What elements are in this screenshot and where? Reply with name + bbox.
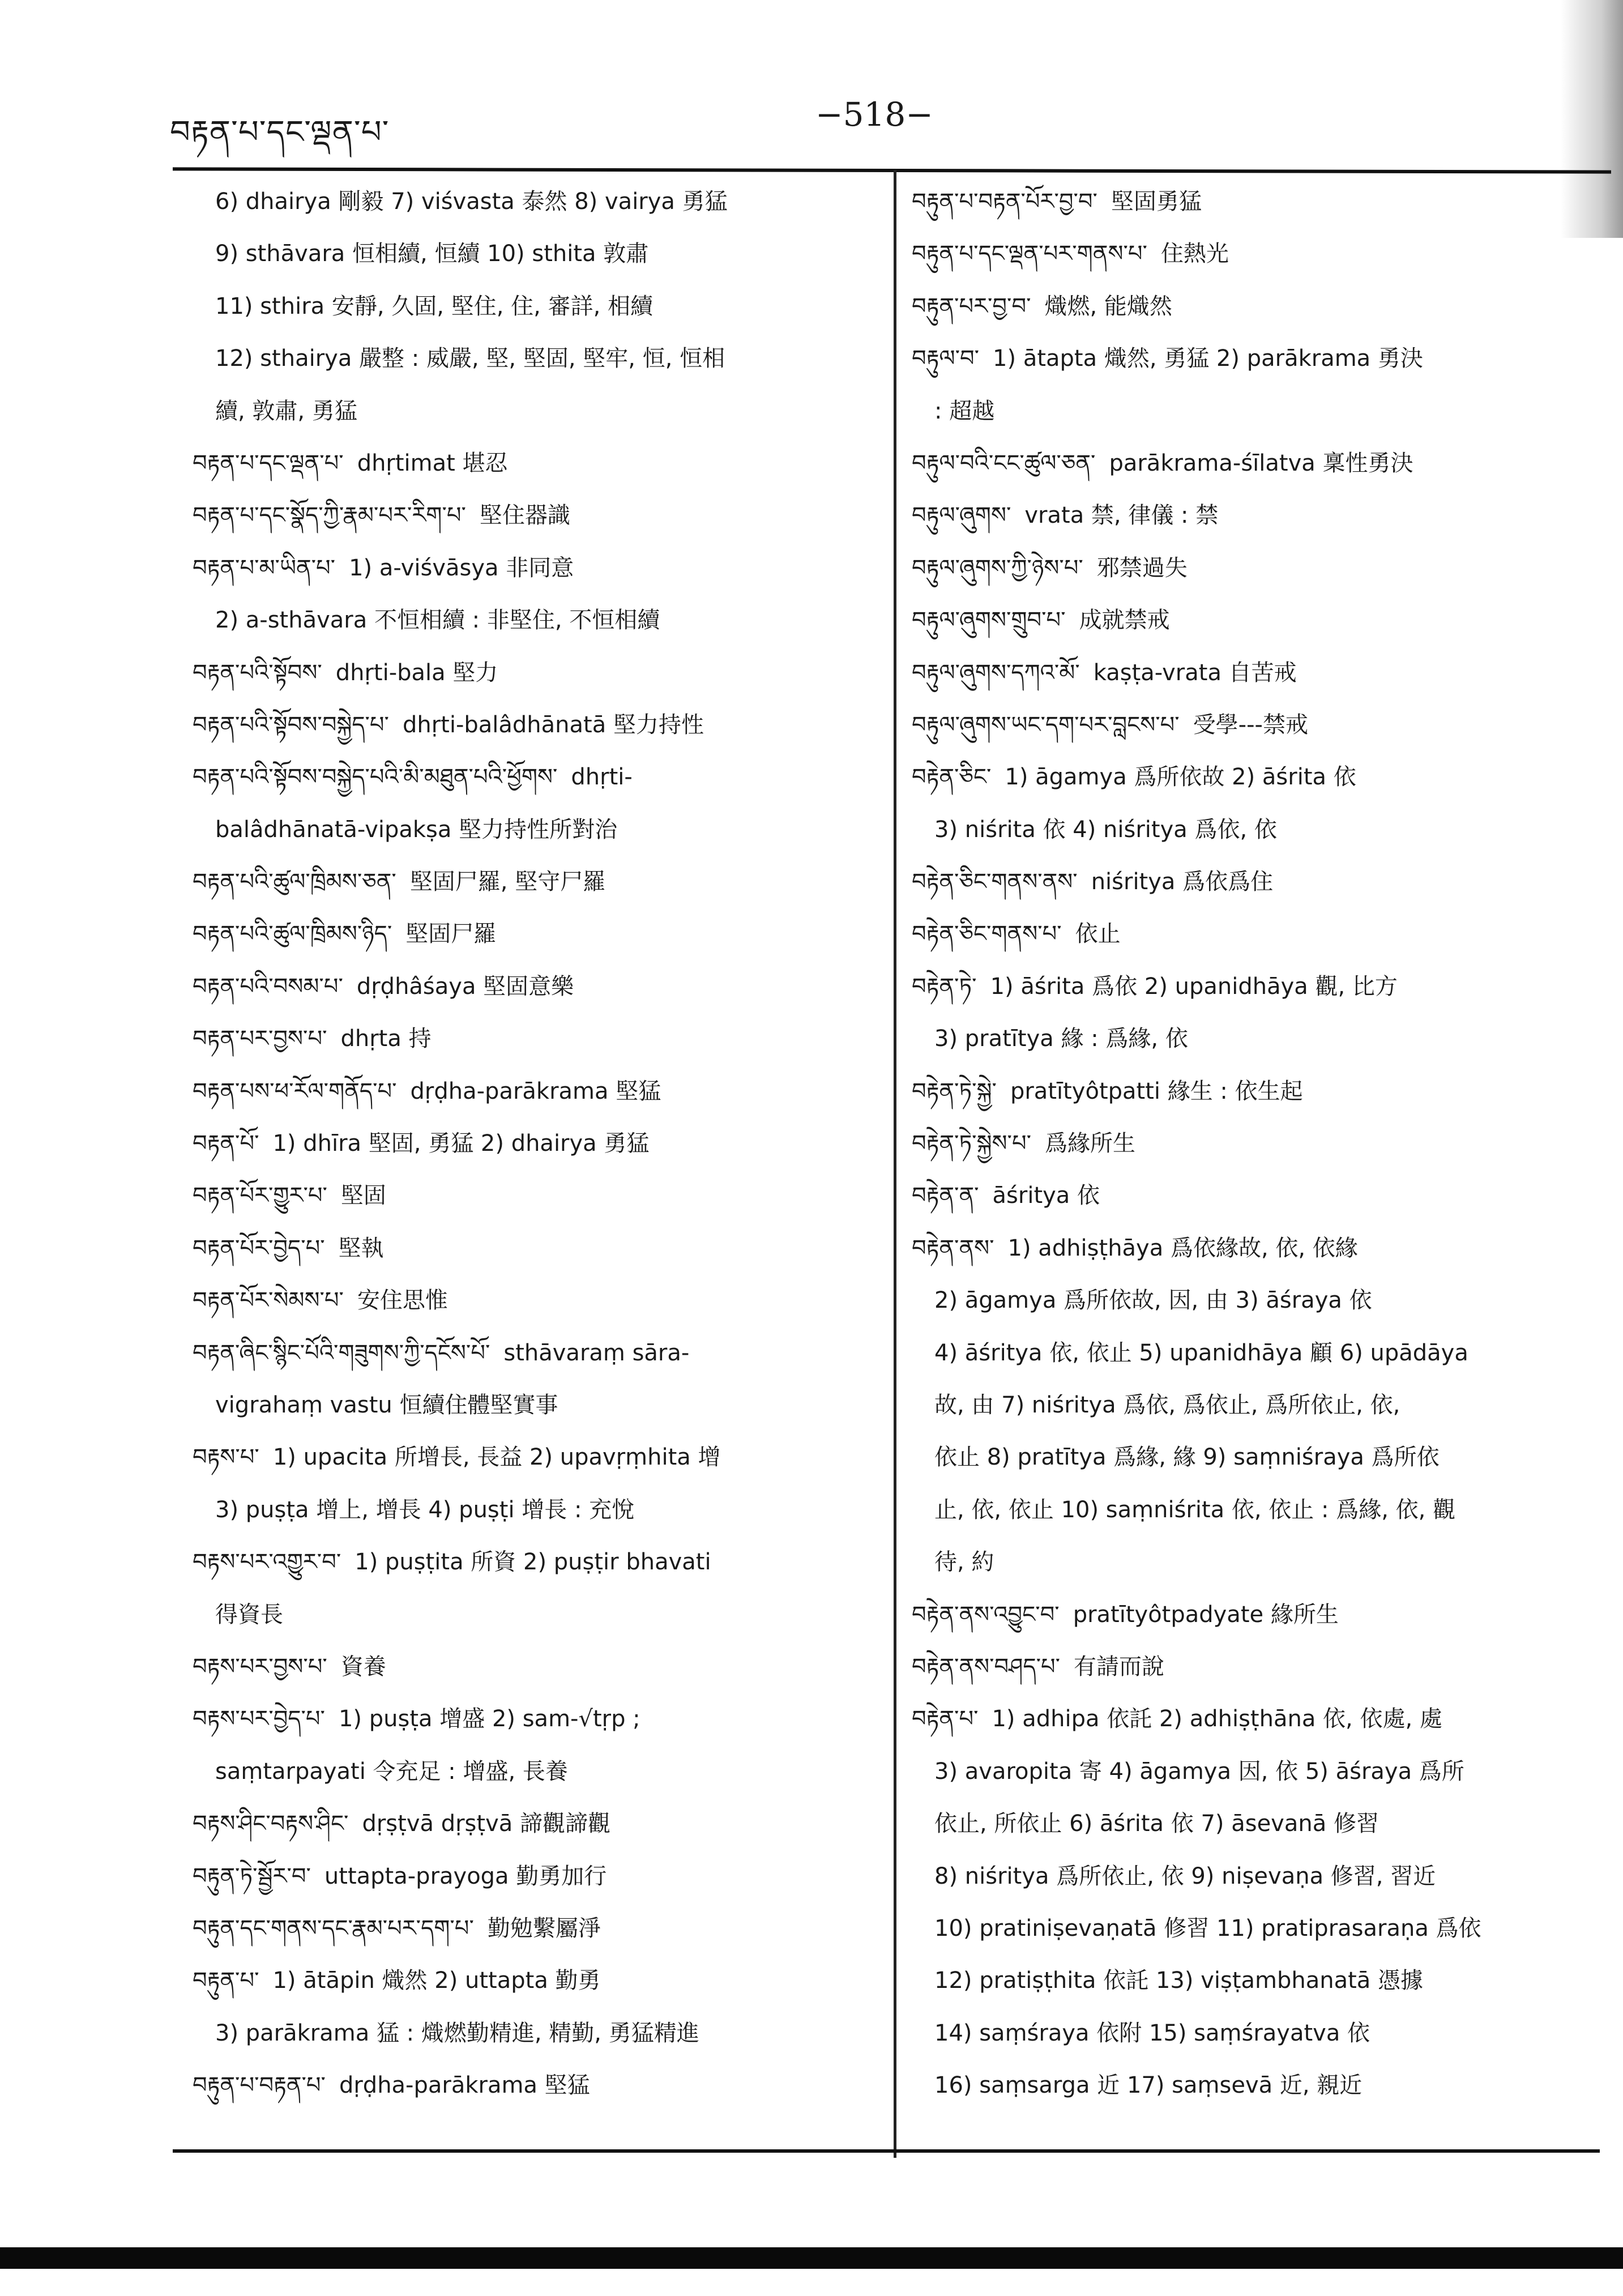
dictionary-entry [912, 961, 1605, 1013]
entry-continuation-line [912, 1484, 1605, 1536]
tibetan-headword: བརྟེན་ནས་ [912, 1235, 994, 1261]
entry-gloss: 依止, 所依止 6) āśrita 依 7) āsevanā 修習 [934, 1811, 1379, 1837]
entry-gloss: 1) ātāpin 熾然 2) uttapta 勤勇 [272, 1968, 601, 1994]
tibetan-headword: བརྟན་ཞིང་སྙིང་པོའི་གཟུགས་ཀྱི་དངོས་པོ་ [193, 1339, 490, 1366]
entry-continuation-line [912, 1746, 1605, 1798]
entry-continuation-line [193, 332, 881, 385]
entry-continuation-line [193, 1589, 881, 1641]
tibetan-headword: བརྟུན་དང་གནས་དང་རྣམ་པར་དག་པ་ [193, 1915, 474, 1941]
entry-continuation-line [912, 2007, 1605, 2059]
entry-gloss: 3) parākrama 猛 : 熾燃勤精進, 精勤, 勇猛精進 [215, 2020, 699, 2046]
entry-gloss: 1) adhiṣṭhāya 爲依緣故, 依, 依緣 [1007, 1235, 1358, 1261]
entry-gloss: dhṛti-balâdhānatā 堅力持性 [402, 711, 704, 738]
dictionary-entry [912, 751, 1605, 803]
tibetan-headword: བརྟན་པར་བྱས་པ་ [193, 1026, 327, 1052]
entry-gloss: 10) pratiniṣevaṇatā 修習 11) pratiprasaraṇa 爲依 [934, 1915, 1481, 1941]
entry-gloss: 得資長 [215, 1601, 283, 1628]
entry-gloss: 1) upacita 所增長, 長益 2) upavṛṃhita 增 [272, 1444, 721, 1471]
entry-gloss: dhṛti- [571, 764, 633, 791]
tibetan-headword: བརྟུལ་བའི་ངང་ཚུལ་ཅན་ [912, 450, 1096, 476]
entry-continuation-line [912, 804, 1605, 856]
entry-gloss: uttapta-prayoga 勤勇加行 [324, 1863, 607, 1889]
tibetan-headword: བརྟས་པར་འགྱུར་བ་ [193, 1549, 341, 1576]
tibetan-headword: བརྟན་པའི་སྟོབས་བསྐྱེད་པའི་མི་མཐུན་པའི་ཕྱོགས་ [193, 764, 558, 791]
entry-gloss: dṛḍhâśaya 堅固意樂 [356, 973, 574, 1000]
entry-gloss: 有請而說 [1074, 1653, 1165, 1680]
entry-gloss: kaṣṭa-vrata 自苦戒 [1093, 659, 1297, 686]
entry-gloss: 1) puṣṭa 增盛 2) sam-√tṛp ; [338, 1706, 640, 1732]
dictionary-entry [193, 699, 881, 751]
entry-continuation-line [193, 176, 881, 228]
dictionary-entry [193, 1274, 881, 1326]
left-column [193, 176, 881, 2111]
dictionary-entry [193, 542, 881, 594]
entry-gloss: pratītyôtpatti 緣生 : 依生起 [1010, 1078, 1303, 1104]
dictionary-entry [912, 1693, 1605, 1745]
dictionary-entry [912, 1170, 1605, 1222]
entry-continuation-line [193, 228, 881, 280]
entry-gloss: 3) niśrita 依 4) niśritya 爲依, 依 [934, 816, 1277, 843]
entry-gloss: 續, 敦肅, 勇猛 [215, 398, 357, 424]
right-column [912, 176, 1605, 2111]
entry-gloss: 3) pratītya 緣 : 爲緣, 依 [934, 1026, 1188, 1052]
entry-gloss: 資養 [340, 1653, 386, 1680]
dictionary-entry [193, 1902, 881, 1954]
tibetan-headword: བརྟན་པའི་སྟོབས་ [193, 659, 322, 686]
entry-gloss: niśritya 爲依爲住 [1091, 869, 1274, 895]
entry-gloss: 14) saṃśraya 依附 15) saṃśrayatva 依 [934, 2020, 1370, 2046]
tibetan-headword: བརྟས་པ་ [193, 1444, 259, 1471]
entry-gloss: 熾燃, 能熾然 [1044, 293, 1172, 319]
entry-gloss: 堅固尸羅 [405, 921, 497, 948]
entry-gloss: 11) sthira 安靜, 久固, 堅住, 住, 審詳, 相續 [215, 293, 654, 319]
tibetan-headword: བརྟུལ་བ་ [912, 345, 980, 372]
entry-gloss: dhṛtimat 堪忍 [357, 450, 508, 476]
dictionary-entry [193, 1327, 881, 1379]
entry-continuation-line [912, 1431, 1605, 1483]
tibetan-headword: བརྟུན་པ་དང་ལྡན་པར་གནས་པ་ [912, 241, 1147, 267]
dictionary-entry [912, 594, 1605, 646]
dictionary-entry [193, 1117, 881, 1170]
entry-gloss: vigrahaṃ vastu 恒續住體堅實事 [215, 1392, 558, 1418]
entry-continuation-line [912, 385, 1605, 437]
tibetan-headword: བརྟས་པར་བྱེད་པ་ [193, 1706, 325, 1732]
tibetan-headword: བརྟན་པས་ཕ་རོལ་གནོད་པ་ [193, 1078, 397, 1104]
entry-gloss: 1) āśrita 爲依 2) upanidhāya 觀, 比方 [990, 973, 1398, 1000]
tibetan-headword: བརྟུལ་ཞུགས་གྲུབ་པ་ [912, 607, 1066, 634]
entry-gloss: 12) sthairya 嚴整 : 威嚴, 堅, 堅固, 堅牢, 恒, 恒相 [215, 345, 725, 372]
entry-gloss: 堅固 [340, 1183, 386, 1209]
entry-continuation-line [193, 1484, 881, 1536]
dictionary-entry [912, 856, 1605, 908]
tibetan-headword: བརྟན་པའི་བསམ་པ་ [193, 973, 343, 1000]
tibetan-headword: བརྟུན་པ་བརྟན་པོར་བྱ་བ་ [912, 189, 1097, 215]
dictionary-entry [193, 1641, 881, 1693]
entry-gloss: 堅固尸羅, 堅守尸羅 [409, 869, 606, 895]
dictionary-entry [912, 908, 1605, 960]
entry-gloss: 1) ātapta 熾然, 勇猛 2) parākrama 勇決 [993, 345, 1423, 372]
entry-gloss: 待, 約 [934, 1549, 994, 1576]
entry-gloss: parākrama-śīlatva 稟性勇決 [1109, 450, 1413, 476]
tibetan-headword: བརྟུལ་ཞུགས་དཀའ་མོ་ [912, 659, 1080, 686]
dictionary-entry [193, 1065, 881, 1117]
dictionary-entry [912, 1641, 1605, 1693]
entry-gloss: dhṛta 持 [340, 1026, 432, 1052]
entry-gloss: pratītyôtpadyate 緣所生 [1073, 1601, 1339, 1628]
dictionary-entry [193, 1013, 881, 1065]
entry-gloss: 依止 8) pratītya 爲緣, 緣 9) saṃniśraya 爲所依 [934, 1444, 1440, 1471]
tibetan-headword: བརྟན་པོར་སེམས་པ་ [193, 1287, 344, 1314]
entry-gloss: 3) puṣṭa 增上, 增長 4) puṣṭi 增長 : 充悅 [215, 1496, 635, 1523]
entry-continuation-line [912, 1013, 1605, 1065]
tibetan-headword: བརྟན་པོ་ [193, 1130, 259, 1157]
entry-continuation-line [912, 1536, 1605, 1588]
scan-bottom-band [0, 2247, 1623, 2269]
entry-continuation-line [912, 1902, 1605, 1954]
entry-continuation-line [912, 1954, 1605, 2007]
entry-gloss: 1) puṣṭita 所資 2) puṣṭir bhavati [355, 1549, 711, 1576]
dictionary-entry [193, 647, 881, 699]
tibetan-headword: བརྟན་པོར་བྱེད་པ་ [193, 1235, 325, 1261]
dictionary-entry [912, 176, 1605, 228]
entry-gloss: 1) dhīra 堅固, 勇猛 2) dhairya 勇猛 [272, 1130, 650, 1157]
entry-gloss: dhṛti-bala 堅力 [335, 659, 498, 686]
page-number: −518− [815, 95, 933, 134]
dictionary-entry [193, 856, 881, 908]
tibetan-headword: བརྟས་པར་བྱས་པ་ [193, 1653, 327, 1680]
tibetan-headword: བརྟེན་པ་ [912, 1706, 979, 1732]
dictionary-entry [912, 228, 1605, 280]
tibetan-headword: བརྟེན་ཅིང་གནས་ནས་ [912, 869, 1078, 895]
entry-continuation-line [193, 1746, 881, 1798]
entry-continuation-line [193, 280, 881, 332]
tibetan-headword: བརྟན་པོར་གྱུར་པ་ [193, 1183, 327, 1209]
dictionary-entry [193, 1798, 881, 1850]
tibetan-headword: བརྟེན་ཏེ་སྐྱེ་ [912, 1078, 997, 1104]
entry-gloss: 8) niśritya 爲所依止, 依 9) niṣevaṇa 修習, 習近 [934, 1863, 1436, 1889]
tibetan-headword: བརྟས་ཤིང་བརྟས་ཤིང་ [193, 1811, 349, 1837]
tibetan-headword: བརྟེན་ན་ [912, 1183, 979, 1209]
tibetan-headword: བརྟུན་པ་ [193, 1968, 259, 1994]
dictionary-entry [912, 280, 1605, 332]
entry-gloss: 止, 依, 依止 10) saṃniśrita 依, 依止 : 爲緣, 依, 觀 [934, 1496, 1456, 1523]
entry-gloss: 堅執 [338, 1235, 384, 1261]
entry-gloss: 12) pratiṣṭhita 依託 13) viṣṭambhanatā 憑據 [934, 1968, 1424, 1994]
dictionary-entry [912, 332, 1605, 385]
tibetan-headword: བརྟན་པའི་ཚུལ་ཁྲིམས་ཅན་ [193, 869, 396, 895]
entry-gloss: 4) āśritya 依, 依止 5) upanidhāya 顧 6) upādāya [934, 1339, 1468, 1366]
tibetan-headword: བརྟུན་པར་བྱ་བ་ [912, 293, 1031, 319]
column-divider [894, 170, 896, 2158]
tibetan-headword: བརྟེན་ནས་བཤད་པ་ [912, 1653, 1061, 1680]
entry-gloss: 9) sthāvara 恒相續, 恒續 10) sthita 敦肅 [215, 241, 649, 267]
dictionary-entry [912, 542, 1605, 594]
dictionary-entry [912, 1065, 1605, 1117]
tibetan-headword: བརྟུན་ཏེ་སྦྱོར་བ་ [193, 1863, 311, 1889]
dictionary-entry [912, 647, 1605, 699]
running-head: བརྟན་པ་དང་ལྡན་པ་ [170, 114, 390, 151]
entry-gloss: 1) adhipa 依託 2) adhiṣṭhāna 依, 依處, 處 [992, 1706, 1442, 1732]
entry-continuation-line [193, 804, 881, 856]
dictionary-entry [193, 1222, 881, 1274]
entry-gloss: 6) dhairya 剛毅 7) viśvasta 泰然 8) vairya 勇猛 [215, 189, 728, 215]
entry-gloss: 受學---禁戒 [1193, 711, 1308, 738]
entry-continuation-line [912, 1274, 1605, 1326]
entry-gloss: 邪禁過失 [1096, 554, 1188, 581]
entry-gloss: 爲緣所生 [1045, 1130, 1135, 1157]
entry-gloss: 2) āgamya 爲所依故, 因, 由 3) āśraya 依 [934, 1287, 1372, 1314]
tibetan-headword: བརྟན་པ་དང་སྣོད་ཀྱི་རྣམ་པར་རིག་པ་ [193, 502, 466, 529]
entry-gloss: 1) a-viśvāsya 非同意 [349, 554, 574, 581]
dictionary-entry [912, 1117, 1605, 1170]
entry-gloss: 1) āgamya 爲所依故 2) āśrita 依 [1005, 764, 1356, 791]
dictionary-entry [193, 1850, 881, 1902]
dictionary-entry [912, 437, 1605, 489]
tibetan-headword: བརྟུལ་ཞུགས་ཡང་དག་པར་བླངས་པ་ [912, 711, 1180, 738]
entry-gloss: dṛḍha-parākrama 堅猛 [410, 1078, 661, 1104]
dictionary-entry [912, 699, 1605, 751]
dictionary-entry [193, 1954, 881, 2007]
entry-gloss: balâdhānatā-vipakṣa 堅力持性所對治 [215, 816, 618, 843]
entry-gloss: saṃtarpayati 令充足 : 增盛, 長養 [215, 1758, 568, 1785]
tibetan-headword: བརྟེན་ནས་འབྱུང་བ་ [912, 1601, 1060, 1628]
entry-continuation-line [193, 2007, 881, 2059]
tibetan-headword: བརྟེན་ཅིང་གནས་པ་ [912, 921, 1062, 948]
tibetan-headword: བརྟན་པའི་ཚུལ་ཁྲིམས་ཉིད་ [193, 921, 392, 948]
entry-gloss: : 超越 [934, 398, 995, 424]
entry-continuation-line [912, 1850, 1605, 1902]
entry-gloss: 安住思惟 [357, 1287, 448, 1314]
entry-gloss: 16) saṃsarga 近 17) saṃsevā 近, 親近 [934, 2072, 1363, 2099]
dictionary-entry [193, 489, 881, 541]
dictionary-entry [193, 1536, 881, 1588]
dictionary-entry [912, 1222, 1605, 1274]
dictionary-entry [193, 1170, 881, 1222]
entry-continuation-line [912, 1327, 1605, 1379]
dictionary-entry [193, 908, 881, 960]
tibetan-headword: བརྟུལ་ཞུགས་ [912, 502, 1011, 529]
entry-gloss: āśritya 依 [992, 1183, 1100, 1209]
dictionary-entry [193, 2059, 881, 2111]
dictionary-entry [193, 437, 881, 489]
tibetan-headword: བརྟུལ་ཞུགས་ཀྱི་ཉེས་པ་ [912, 554, 1083, 581]
tibetan-headword: བརྟེན་ཏེ་ [912, 973, 977, 1000]
entry-gloss: dṛṣṭvā dṛṣṭvā 諦觀諦觀 [362, 1811, 610, 1837]
entry-gloss: vrata 禁, 律儀 : 禁 [1024, 502, 1219, 529]
entry-continuation-line [912, 1798, 1605, 1850]
entry-gloss: 勤勉繫屬淨 [487, 1915, 601, 1941]
tibetan-headword: བརྟེན་ཏེ་སྐྱེས་པ་ [912, 1130, 1031, 1157]
dictionary-entry [912, 1589, 1605, 1641]
dictionary-entry [912, 489, 1605, 541]
entry-gloss: dṛḍha-parākrama 堅猛 [339, 2072, 590, 2099]
tibetan-headword: བརྟུན་པ་བརྟན་པ་ [193, 2072, 326, 2099]
entry-gloss: 住熱光 [1160, 241, 1229, 267]
tibetan-headword: བརྟན་པ་མ་ཡིན་པ་ [193, 554, 336, 581]
dictionary-entry [193, 1431, 881, 1483]
entry-gloss: 堅住器識 [479, 502, 570, 529]
bottom-rule [173, 2149, 1600, 2153]
entry-gloss: sthāvaraṃ sāra- [503, 1339, 690, 1366]
entry-gloss: 故, 由 7) niśritya 爲依, 爲依止, 爲所依止, 依, [934, 1392, 1400, 1418]
entry-gloss: 3) avaropita 寄 4) āgamya 因, 依 5) āśraya 爲所 [934, 1758, 1464, 1785]
tibetan-headword: བརྟེན་ཅིང་ [912, 764, 992, 791]
tibetan-headword: བརྟན་པའི་སྟོབས་བསྐྱེད་པ་ [193, 711, 389, 738]
entry-continuation-line [912, 1379, 1605, 1431]
dictionary-entry [193, 751, 881, 803]
entry-continuation-line [193, 1379, 881, 1431]
entry-continuation-line [193, 385, 881, 437]
entry-gloss: 堅固勇猛 [1111, 189, 1202, 215]
dictionary-entry [193, 1693, 881, 1745]
entry-gloss: 2) a-sthāvara 不恒相續 : 非堅住, 不恒相續 [215, 607, 660, 634]
entry-gloss: 成就禁戒 [1079, 607, 1170, 634]
entry-continuation-line [193, 594, 881, 646]
tibetan-headword: བརྟན་པ་དང་ལྡན་པ་ [193, 450, 344, 476]
dictionary-entry [193, 961, 881, 1013]
entry-continuation-line [912, 2059, 1605, 2111]
entry-gloss: 依止 [1075, 921, 1121, 948]
